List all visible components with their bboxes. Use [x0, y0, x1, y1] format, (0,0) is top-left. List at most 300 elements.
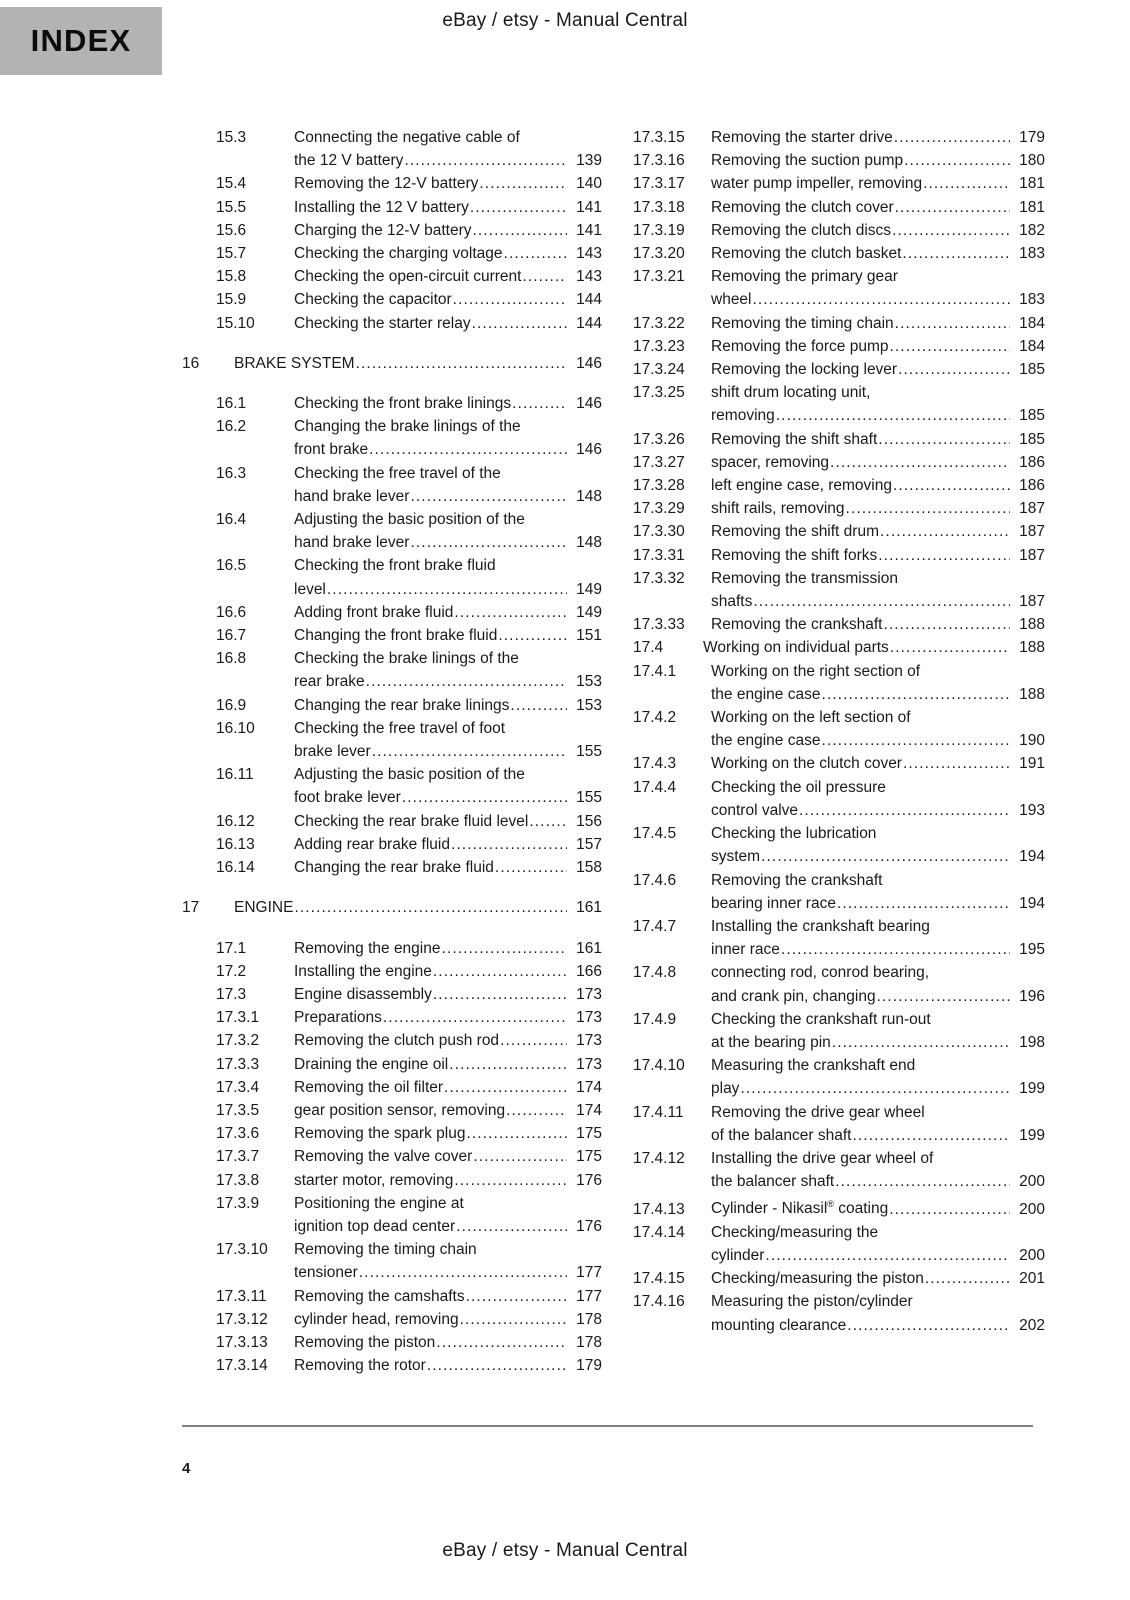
dot-leader: [372, 740, 567, 763]
toc-entry-number: 17.2: [216, 962, 247, 980]
toc-entry[interactable]: [182, 1331, 602, 1354]
toc-entry-title: Changing the rear brake linings: [294, 696, 510, 714]
toc-entry-continuation[interactable]: [182, 438, 602, 461]
toc-entry-title-cont: level: [294, 580, 326, 598]
toc-entry[interactable]: [625, 1054, 1045, 1077]
toc-entry[interactable]: [625, 474, 1045, 497]
toc-entry-number: 17.4.10: [633, 1057, 685, 1075]
dot-leader: [832, 1031, 1010, 1054]
toc-entry[interactable]: [182, 508, 602, 531]
toc-entry[interactable]: [182, 1354, 602, 1377]
toc-entry[interactable]: [182, 126, 602, 149]
toc-entry-page: 178: [576, 1310, 602, 1328]
toc-entry[interactable]: [182, 265, 602, 288]
toc-entry-title-cont: hand brake lever: [294, 534, 410, 552]
toc-entry-page: 158: [576, 859, 602, 877]
toc-entry-number: 17.4.6: [633, 871, 677, 889]
dot-leader: [781, 938, 1010, 961]
toc-entry-number: 17.3.21: [633, 268, 685, 286]
toc-entry-continuation[interactable]: [625, 590, 1045, 613]
toc-entry-continuation[interactable]: [625, 1170, 1045, 1193]
toc-entry-page: 194: [1019, 894, 1045, 912]
toc-entry[interactable]: [625, 636, 1045, 659]
dot-leader: [369, 438, 567, 461]
toc-entry-number: 17.3.29: [633, 500, 685, 518]
toc-entry-page: 186: [1019, 477, 1045, 495]
toc-entry-title: BRAKE SYSTEM: [234, 354, 355, 372]
toc-entry[interactable]: [182, 1308, 602, 1331]
dot-leader: [433, 960, 567, 983]
toc-entry-page: 183: [1019, 245, 1045, 263]
dot-leader: [479, 172, 567, 195]
toc-entry-title-cont: mounting clearance: [711, 1316, 847, 1334]
dot-leader: [529, 810, 567, 833]
toc-entry-page: 148: [576, 487, 602, 505]
dot-leader: [877, 985, 1010, 1008]
toc-entry-number: 17.4: [633, 639, 664, 657]
toc-entry[interactable]: [182, 1099, 602, 1122]
toc-entry[interactable]: [625, 381, 1045, 404]
toc-entry[interactable]: [625, 219, 1045, 242]
toc-entry[interactable]: [625, 752, 1045, 775]
header-watermark: eBay / etsy - Manual Central: [442, 10, 688, 31]
toc-entry-title: Cylinder - Nikasil® coating: [711, 1199, 889, 1218]
toc-entry-continuation[interactable]: [182, 786, 602, 809]
toc-entry-number: 17.3.28: [633, 477, 685, 495]
toc-entry-number: 17.3.22: [633, 314, 685, 332]
toc-entry-number: 17.3.23: [633, 337, 685, 355]
toc-entry-page: 176: [576, 1217, 602, 1235]
toc-entry-number: 17.3.8: [216, 1171, 260, 1189]
toc-entry-page: 149: [576, 603, 602, 621]
toc-entry-title: Removing the spark plug: [294, 1125, 466, 1143]
toc-entry-title-cont: hand brake lever: [294, 487, 410, 505]
toc-entry-number: 17.3.5: [216, 1101, 260, 1119]
toc-entry-page: 161: [576, 899, 602, 917]
toc-entry-continuation[interactable]: [182, 485, 602, 508]
footer-divider: [182, 1425, 1033, 1427]
toc-entry-title: Checking the starter relay: [294, 314, 471, 332]
toc-entry-number: 16.10: [216, 719, 255, 737]
toc-entry-number: 16.12: [216, 812, 255, 830]
toc-entry-page: 185: [1019, 361, 1045, 379]
dot-leader: [510, 694, 567, 717]
toc-entry[interactable]: [625, 196, 1045, 219]
toc-entry-continuation[interactable]: [625, 1031, 1045, 1054]
toc-entry-continuation[interactable]: [625, 845, 1045, 868]
toc-entry[interactable]: [625, 567, 1045, 590]
toc-entry-title: Adding rear brake fluid: [294, 835, 450, 853]
toc-entry[interactable]: [625, 1147, 1045, 1170]
toc-entry-title: Removing the crankshaft: [711, 871, 883, 889]
toc-entry[interactable]: [182, 647, 602, 670]
toc-entry-continuation[interactable]: [625, 683, 1045, 706]
toc-column-left: [182, 126, 602, 1377]
toc-entry-page: 191: [1019, 755, 1045, 773]
toc-entry[interactable]: [182, 1029, 602, 1052]
toc-entry[interactable]: [182, 1122, 602, 1145]
toc-entry-number: 17.4.13: [633, 1200, 685, 1218]
toc-entry-title: Engine disassembly: [294, 985, 432, 1003]
toc-entry[interactable]: [625, 358, 1045, 381]
toc-entry-continuation[interactable]: [625, 1244, 1045, 1267]
toc-entry-continuation[interactable]: [182, 531, 602, 554]
toc-entry[interactable]: [625, 915, 1045, 938]
dot-leader: [500, 1029, 567, 1052]
toc-entry-title: Removing the clutch discs: [711, 221, 892, 239]
toc-entry[interactable]: [625, 544, 1045, 567]
toc-entry[interactable]: [625, 497, 1045, 520]
toc-entry[interactable]: [182, 694, 602, 717]
dot-leader: [410, 531, 567, 554]
dot-leader: [453, 288, 567, 311]
toc-entry-title: Working on individual parts: [703, 639, 889, 657]
toc-entry[interactable]: [182, 856, 602, 879]
toc-entry-title: Checking the capacitor: [294, 291, 452, 309]
toc-entry-title-cont: removing: [711, 407, 775, 425]
toc-entry-number: 17.3.18: [633, 198, 685, 216]
toc-entry-title: cylinder head, removing: [294, 1310, 459, 1328]
toc-entry-page: 188: [1019, 616, 1045, 634]
toc-entry-page: 166: [576, 962, 602, 980]
toc-entry-title: Removing the force pump: [711, 337, 889, 355]
toc-entry[interactable]: [182, 392, 602, 415]
dot-leader: [466, 1122, 567, 1145]
toc-entry[interactable]: [182, 833, 602, 856]
toc-entry-number: 17.4.1: [633, 662, 677, 680]
toc-entry[interactable]: [182, 288, 602, 311]
toc-entry[interactable]: [625, 126, 1045, 149]
toc-entry[interactable]: [625, 335, 1045, 358]
toc-entry-page: 200: [1019, 1173, 1045, 1191]
dot-leader: [383, 1006, 567, 1029]
toc-entry-continuation[interactable]: [182, 670, 602, 693]
toc-entry-continuation[interactable]: [625, 799, 1045, 822]
toc-entry[interactable]: [182, 1145, 602, 1168]
toc-entry-title: Removing the primary gear: [711, 268, 898, 286]
toc-entry-continuation[interactable]: [625, 1314, 1045, 1337]
toc-entry-number: 17.3.17: [633, 175, 685, 193]
dot-leader: [402, 786, 567, 809]
toc-entry-page: 157: [576, 835, 602, 853]
toc-entry-title: Removing the valve cover: [294, 1148, 473, 1166]
toc-entry-number: 17.3.15: [633, 129, 685, 146]
toc-entry-title: Removing the crankshaft: [711, 616, 883, 634]
toc-entry[interactable]: [625, 1101, 1045, 1124]
toc-entry[interactable]: [182, 1192, 602, 1215]
toc-entry[interactable]: [625, 451, 1045, 474]
toc-entry-page: 139: [576, 152, 602, 170]
toc-entry-title: Connecting the negative cable of: [294, 129, 520, 146]
toc-entry-title: Checking the charging voltage: [294, 245, 503, 263]
toc-entry-page: 200: [1019, 1200, 1045, 1218]
toc-entry-page: 144: [576, 314, 602, 332]
toc-entry-page: 176: [576, 1171, 602, 1189]
toc-entry-page: 182: [1019, 221, 1045, 239]
dot-leader: [495, 856, 567, 879]
toc-columns: [0, 126, 1130, 1377]
toc-entry-page: 179: [576, 1357, 602, 1375]
toc-entry[interactable]: [625, 776, 1045, 799]
dot-leader: [846, 497, 1010, 520]
toc-entry-title: Checking the oil pressure: [711, 778, 886, 796]
dot-leader: [923, 172, 1010, 195]
toc-entry-page: 199: [1019, 1126, 1045, 1144]
toc-entry-number: 17.3.16: [633, 152, 685, 170]
toc-entry[interactable]: [182, 219, 602, 242]
toc-entry-number: 17.3.3: [216, 1055, 260, 1073]
toc-entry[interactable]: [182, 983, 602, 1006]
toc-entry-number: 16.1: [216, 395, 247, 413]
toc-entry-title-cont: the 12 V battery: [294, 152, 404, 170]
toc-entry-continuation[interactable]: [625, 938, 1045, 961]
dot-leader: [498, 624, 567, 647]
toc-entry[interactable]: [625, 1267, 1045, 1290]
toc-entry-number: 17.4.7: [633, 917, 677, 935]
toc-entry-title: Checking the free travel of the: [294, 464, 501, 482]
toc-entry-page: 198: [1019, 1033, 1045, 1051]
toc-entry-page: 175: [576, 1125, 602, 1143]
toc-entry-page: 175: [576, 1148, 602, 1166]
dot-leader: [506, 1099, 567, 1122]
toc-entry-continuation[interactable]: [182, 1215, 602, 1238]
page-number: 4: [182, 1460, 191, 1477]
toc-entry-continuation[interactable]: [625, 1124, 1045, 1147]
toc-entry-title-cont: play: [711, 1080, 740, 1098]
toc-entry-page: 148: [576, 534, 602, 552]
toc-entry[interactable]: [182, 810, 602, 833]
toc-entry-continuation[interactable]: [182, 149, 602, 172]
toc-entry-title: Draining the engine oil: [294, 1055, 449, 1073]
toc-entry-page: 181: [1019, 198, 1045, 216]
toc-entry[interactable]: [182, 960, 602, 983]
dot-leader: [451, 833, 567, 856]
dot-leader: [404, 149, 567, 172]
toc-entry[interactable]: [182, 624, 602, 647]
toc-entry-page: 161: [576, 939, 602, 957]
toc-entry-title-cont: shafts: [711, 593, 753, 611]
toc-entry[interactable]: [625, 1290, 1045, 1313]
toc-entry-title: Adjusting the basic position of the: [294, 766, 525, 784]
dot-leader: [436, 1331, 567, 1354]
toc-entry[interactable]: [625, 613, 1045, 636]
toc-entry-title: Working on the left section of: [711, 709, 911, 727]
toc-entry-number: 16.14: [216, 859, 255, 877]
toc-entry[interactable]: [182, 717, 602, 740]
dot-leader: [904, 149, 1010, 172]
toc-entry-title: starter motor, removing: [294, 1171, 454, 1189]
toc-entry-page: 193: [1019, 801, 1045, 819]
toc-entry-title-cont: brake lever: [294, 743, 371, 761]
toc-entry-title-cont: of the balancer shaft: [711, 1126, 852, 1144]
toc-entry-page: 153: [576, 673, 602, 691]
toc-entry[interactable]: [625, 1193, 1045, 1220]
toc-entry-title: Positioning the engine at: [294, 1194, 464, 1212]
toc-entry-continuation[interactable]: [625, 985, 1045, 1008]
toc-entry-title-cont: tensioner: [294, 1264, 358, 1282]
toc-entry[interactable]: [625, 428, 1045, 451]
toc-entry-number: 17.3.10: [216, 1241, 268, 1259]
toc-entry-number: 15.3: [216, 129, 247, 146]
toc-entry-number: 17.4.9: [633, 1010, 677, 1028]
toc-entry-title: Checking the rear brake fluid level: [294, 812, 529, 830]
toc-entry-number: 17.4.3: [633, 755, 677, 773]
dot-leader: [356, 352, 567, 375]
toc-entry[interactable]: [182, 763, 602, 786]
toc-entry[interactable]: [182, 1006, 602, 1029]
toc-entry[interactable]: [182, 1238, 602, 1261]
toc-entry-number: 17.3.20: [633, 245, 685, 263]
toc-entry-continuation[interactable]: [625, 729, 1045, 752]
dot-leader: [460, 1308, 567, 1331]
toc-entry[interactable]: [182, 896, 602, 919]
toc-entry-title-cont: front brake: [294, 441, 369, 459]
toc-entry[interactable]: [182, 1169, 602, 1192]
toc-entry-number: 15.10: [216, 314, 255, 332]
toc-entry[interactable]: [182, 196, 602, 219]
toc-entry[interactable]: [625, 265, 1045, 288]
toc-entry-page: 187: [1019, 500, 1045, 518]
toc-entry[interactable]: [182, 554, 602, 577]
toc-entry-page: 178: [576, 1333, 602, 1351]
toc-entry[interactable]: [182, 172, 602, 195]
toc-entry-page: 173: [576, 1032, 602, 1050]
dot-leader: [473, 219, 568, 242]
toc-entry[interactable]: [182, 242, 602, 265]
toc-entry-page: 155: [576, 789, 602, 807]
dot-leader: [410, 485, 567, 508]
dot-leader: [893, 474, 1010, 497]
toc-entry[interactable]: [625, 822, 1045, 845]
toc-entry[interactable]: [182, 601, 602, 624]
dot-leader: [894, 126, 1010, 149]
dot-leader: [889, 335, 1010, 358]
toc-entry-number: 17.4.15: [633, 1270, 685, 1288]
toc-entry-title: Removing the shift shaft: [711, 430, 878, 448]
toc-entry-title: Removing the shift forks: [711, 546, 878, 564]
toc-entry[interactable]: [182, 937, 602, 960]
toc-entry-continuation[interactable]: [182, 578, 602, 601]
toc-entry-title: Removing the clutch basket: [711, 245, 902, 263]
toc-entry-title: Installing the engine: [294, 962, 432, 980]
dot-leader: [837, 892, 1010, 915]
toc-entry-continuation[interactable]: [625, 1077, 1045, 1100]
toc-entry-number: 17.3.32: [633, 569, 685, 587]
toc-entry[interactable]: [625, 1221, 1045, 1244]
toc-entry[interactable]: [625, 172, 1045, 195]
toc-entry-number: 17.3.14: [216, 1357, 268, 1375]
toc-entry-page: 140: [576, 175, 602, 193]
toc-entry[interactable]: [182, 1285, 602, 1308]
toc-entry-number: 17.1: [216, 939, 247, 957]
toc-entry-title: Installing the drive gear wheel of: [711, 1149, 934, 1167]
dot-leader: [821, 729, 1010, 752]
toc-entry-title: shift drum locating unit,: [711, 384, 871, 402]
toc-entry-number: 17.3.11: [216, 1287, 267, 1305]
toc-entry-title: Preparations: [294, 1009, 382, 1027]
toc-entry-title: Charging the 12-V battery: [294, 221, 472, 239]
toc-entry[interactable]: [625, 149, 1045, 172]
toc-entry-number: 17.3.9: [216, 1194, 260, 1212]
toc-entry-page: 202: [1019, 1316, 1045, 1334]
toc-entry-number: 17.4.12: [633, 1149, 685, 1167]
toc-entry-title: Checking the crankshaft run-out: [711, 1010, 931, 1028]
dot-leader: [473, 1145, 567, 1168]
toc-entry[interactable]: [182, 1076, 602, 1099]
toc-entry-title: Removing the shift drum: [711, 523, 879, 541]
toc-entry-number: 16.5: [216, 557, 247, 575]
toc-entry-number: 15.4: [216, 175, 247, 193]
toc-entry[interactable]: [625, 520, 1045, 543]
dot-leader: [878, 428, 1010, 451]
toc-entry-continuation[interactable]: [182, 740, 602, 763]
toc-entry-continuation[interactable]: [625, 404, 1045, 427]
toc-entry-page: 195: [1019, 941, 1045, 959]
toc-entry-title: Removing the timing chain: [294, 1241, 477, 1259]
toc-entry-title: Measuring the piston/cylinder: [711, 1293, 913, 1311]
toc-entry[interactable]: [625, 961, 1045, 984]
toc-entry-page: 184: [1019, 337, 1045, 355]
toc-entry[interactable]: [182, 462, 602, 485]
toc-entry-page: 151: [576, 627, 602, 645]
dot-leader: [799, 799, 1010, 822]
toc-entry[interactable]: [182, 312, 602, 335]
dot-leader: [878, 544, 1010, 567]
toc-entry[interactable]: [625, 706, 1045, 729]
dot-leader: [889, 1198, 1010, 1221]
dot-leader: [830, 451, 1010, 474]
toc-entry[interactable]: [625, 660, 1045, 683]
toc-entry-title: Adding front brake fluid: [294, 603, 454, 621]
toc-entry[interactable]: [625, 242, 1045, 265]
toc-entry-title: Checking/measuring the piston: [711, 1270, 924, 1288]
toc-entry[interactable]: [182, 352, 602, 375]
toc-entry-continuation[interactable]: [182, 1261, 602, 1284]
toc-entry-title: Removing the transmission: [711, 569, 898, 587]
toc-entry-page: 188: [1019, 639, 1045, 657]
toc-entry-title: Installing the crankshaft bearing: [711, 917, 930, 935]
dot-leader: [761, 845, 1010, 868]
toc-entry[interactable]: [625, 312, 1045, 335]
toc-entry-number: 17.3.13: [216, 1333, 268, 1351]
toc-entry-title: Removing the 12-V battery: [294, 175, 479, 193]
toc-entry-number: 17.4.8: [633, 964, 677, 982]
toc-entry-page: 141: [576, 221, 602, 239]
toc-entry-number: 15.9: [216, 291, 247, 309]
dot-leader: [740, 1077, 1010, 1100]
toc-entry-title: Working on the right section of: [711, 662, 921, 680]
toc-entry-title-cont: and crank pin, changing: [711, 987, 876, 1005]
dot-leader: [449, 1053, 567, 1076]
footer-watermark: eBay / etsy - Manual Central: [442, 1540, 688, 1561]
toc-entry[interactable]: [182, 415, 602, 438]
dot-leader: [359, 1261, 567, 1284]
toc-entry-number: 17.3.27: [633, 453, 685, 471]
toc-entry-title: Removing the piston: [294, 1333, 436, 1351]
toc-entry-title-cont: rear brake: [294, 673, 365, 691]
toc-entry-title: left engine case, removing: [711, 477, 892, 495]
toc-entry-number: 15.6: [216, 221, 247, 239]
toc-entry-page: 201: [1019, 1270, 1045, 1288]
toc-entry-continuation[interactable]: [625, 288, 1045, 311]
toc-entry-continuation[interactable]: [625, 892, 1045, 915]
toc-entry-number: 15.8: [216, 268, 247, 286]
toc-entry-title-cont: control valve: [711, 801, 799, 819]
toc-entry[interactable]: [625, 869, 1045, 892]
toc-entry[interactable]: [182, 1053, 602, 1076]
toc-entry-title: Removing the rotor: [294, 1357, 426, 1375]
toc-entry[interactable]: [625, 1008, 1045, 1031]
